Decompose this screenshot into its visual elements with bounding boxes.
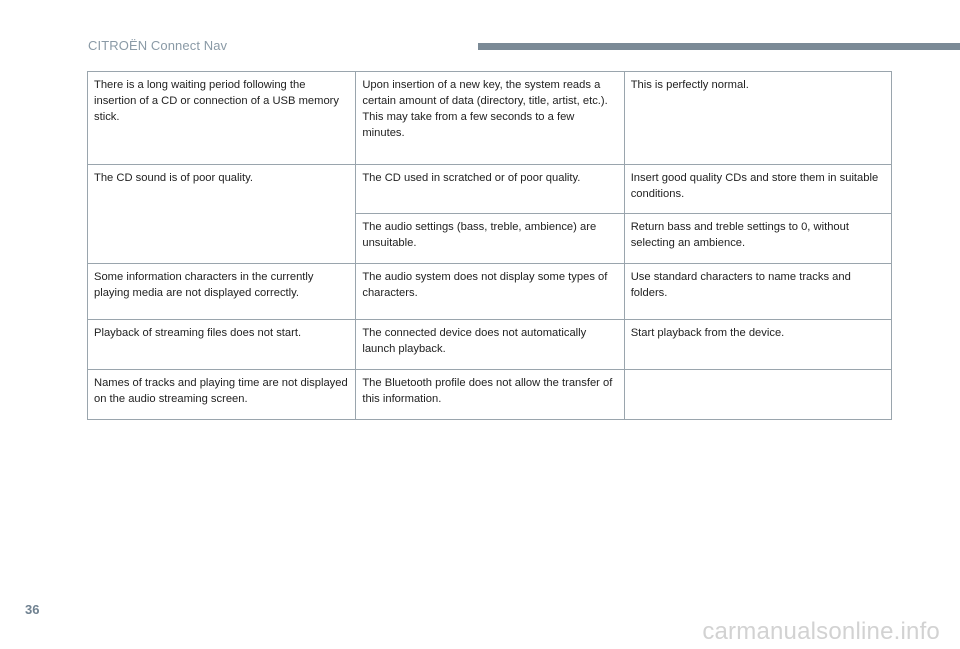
solution-cell — [624, 370, 891, 420]
troubleshooting-table — [87, 71, 892, 420]
question-cell: The CD sound is of poor quality. — [88, 165, 356, 264]
cause-cell: The CD used in scratched or of poor quality. — [356, 165, 624, 214]
cause-cell: The Bluetooth profile does not allow the transfer of this information. — [356, 370, 624, 420]
cause-cell: The audio system does not display some types of characters. — [356, 264, 624, 320]
watermark: carmanualsonline.info — [702, 618, 940, 645]
page-number: 36 — [25, 602, 40, 617]
solution-cell: Insert good quality CDs and store them in suitable conditions. — [624, 165, 891, 214]
document-title: CITROËN Connect Nav — [88, 38, 228, 53]
solution-cell: Use standard characters to name tracks and folders. — [624, 264, 891, 320]
cause-cell: Upon insertion of a new key, the system reads a certain amount of data (directory, title, artist, etc.). This may take from a few seconds to a few minutes. — [356, 72, 624, 165]
table-row — [88, 165, 892, 214]
table-row — [88, 370, 892, 420]
solution-cell: This is perfectly normal. — [624, 72, 891, 165]
question-cell: Names of tracks and playing time are not displayed on the audio streaming screen. — [88, 370, 356, 420]
solution-cell: Start playback from the device. — [624, 320, 891, 370]
table-row — [88, 264, 892, 320]
cause-cell: The audio settings (bass, treble, ambience) are unsuitable. — [356, 214, 624, 264]
solution-cell: Return bass and treble settings to 0, without selecting an ambience. — [624, 214, 891, 264]
question-cell: There is a long waiting period following the insertion of a CD or connection of a USB memory stick. — [88, 72, 356, 165]
header-accent-bar — [478, 43, 960, 50]
question-cell: Playback of streaming files does not start. — [88, 320, 356, 370]
cause-cell: The connected device does not automatically launch playback. — [356, 320, 624, 370]
table-row — [88, 320, 892, 370]
question-cell: Some information characters in the currently playing media are not displayed correctly. — [88, 264, 356, 320]
table-row — [88, 72, 892, 165]
